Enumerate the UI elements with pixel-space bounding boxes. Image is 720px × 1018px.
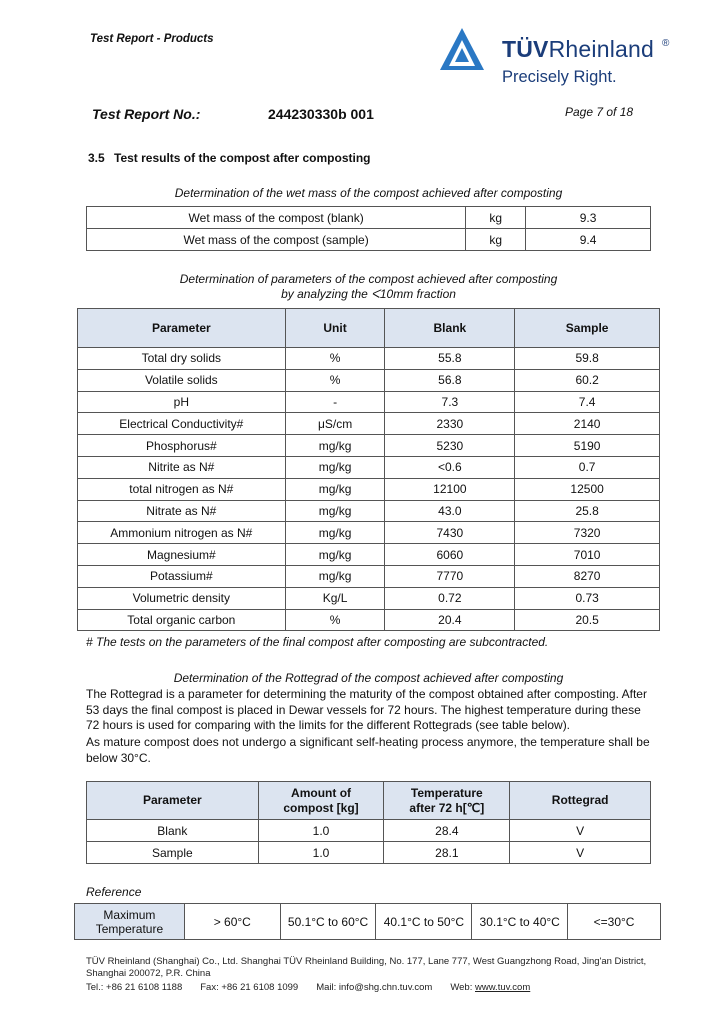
header-amount: Amount of compost [kg] <box>258 782 384 820</box>
blank-value: 0.72 <box>385 587 515 609</box>
sample-value: 0.7 <box>515 456 660 478</box>
table-row <box>78 478 660 500</box>
table-row <box>78 413 660 435</box>
sample-value: 25.8 <box>515 500 660 522</box>
table-row <box>87 842 651 864</box>
parameter-name: Total dry solids <box>78 348 286 370</box>
report-number-label: Test Report No.: <box>92 106 201 122</box>
sample-value: 12500 <box>515 478 660 500</box>
blank-value: 2330 <box>385 413 515 435</box>
footer-web-link[interactable]: www.tuv.com <box>475 982 531 993</box>
sample-value: 7320 <box>515 522 660 544</box>
header-parameter: Parameter <box>78 309 286 348</box>
table-row <box>78 500 660 522</box>
sample-value: 60.2 <box>515 369 660 391</box>
rottegrad-caption: Determination of the Rottegrad of the compost achieved after composting <box>173 671 564 685</box>
section-number: 3.5 <box>88 151 105 165</box>
wet-mass-unit: kg <box>466 207 526 229</box>
parameter-name: Volumetric density <box>78 587 286 609</box>
reference-temperature: 40.1°C to 50°C <box>376 904 472 940</box>
blank-value: 12100 <box>385 478 515 500</box>
footer-fax: Fax: +86 21 6108 1099 <box>200 982 299 993</box>
blank-value: 7430 <box>385 522 515 544</box>
parameter-name: Electrical Conductivity# <box>78 413 286 435</box>
sample-value: 7010 <box>515 544 660 566</box>
section-title: Test results of the compost after composting <box>114 151 371 165</box>
table-row <box>75 904 661 940</box>
parameter-unit: - <box>285 391 385 413</box>
temperature-value: 28.1 <box>384 842 510 864</box>
table-row <box>87 229 651 251</box>
document-title: Test Report - Products <box>90 33 214 45</box>
sample-value: 0.73 <box>515 587 660 609</box>
table-header-row <box>87 782 651 820</box>
wet-mass-unit: kg <box>466 229 526 251</box>
compost-amount: 1.0 <box>258 820 384 842</box>
table-header-row <box>78 309 660 348</box>
blank-value: 7770 <box>385 565 515 587</box>
sample-value: 8270 <box>515 565 660 587</box>
parameter-unit: % <box>285 609 385 631</box>
parameter-name: total nitrogen as N# <box>78 478 286 500</box>
blank-value: 20.4 <box>385 609 515 631</box>
header-parameter: Parameter <box>87 782 259 820</box>
reference-table <box>74 903 661 940</box>
parameters-caption: Determination of parameters of the compost achieved after composting by analyzing the ᐸ10mm fraction <box>179 272 558 301</box>
tuv-triangle-icon <box>440 26 498 72</box>
temperature-value: 28.4 <box>384 820 510 842</box>
rottegrad-parameter: Sample <box>87 842 259 864</box>
parameter-name: Potassium# <box>78 565 286 587</box>
parameter-unit: % <box>285 348 385 370</box>
parameter-unit: μS/cm <box>285 413 385 435</box>
footer-mail: Mail: info@shg.chn.tuv.com <box>316 982 433 993</box>
parameter-name: Nitrite as N# <box>78 456 286 478</box>
blank-value: <0.6 <box>385 456 515 478</box>
wet-mass-value: 9.4 <box>526 229 651 251</box>
table-row <box>78 544 660 566</box>
header-sample: Sample <box>515 309 660 348</box>
sample-value: 5190 <box>515 435 660 457</box>
header-temperature: Temperature after 72 h[℃] <box>384 782 510 820</box>
table-row <box>78 587 660 609</box>
parameter-unit: Kg/L <box>285 587 385 609</box>
rottegrad-paragraph-2: As mature compost does not undergo a significant self-heating process anymore, the temperature shall be below 30°C. <box>86 735 650 765</box>
reference-temperature: <=30°C <box>568 904 661 940</box>
sample-value: 59.8 <box>515 348 660 370</box>
footer-web-label: Web: <box>450 982 473 993</box>
table-row <box>87 820 651 842</box>
tuv-logo <box>440 26 680 90</box>
rottegrad-grade: V <box>510 842 651 864</box>
blank-value: 7.3 <box>385 391 515 413</box>
section-heading <box>88 151 370 165</box>
blank-value: 6060 <box>385 544 515 566</box>
subcontracted-note: # The tests on the parameters of the final compost after composting are subcontracted. <box>86 635 549 649</box>
rottegrad-grade: V <box>510 820 651 842</box>
logo-brand: TÜVRheinland <box>502 36 654 62</box>
logo-tagline: Precisely Right. <box>502 68 617 86</box>
reference-temperature: 50.1°C to 60°C <box>280 904 376 940</box>
wet-mass-label: Wet mass of the compost (sample) <box>87 229 466 251</box>
parameter-name: Magnesium# <box>78 544 286 566</box>
rottegrad-parameter: Blank <box>87 820 259 842</box>
table-row <box>78 565 660 587</box>
table-row <box>78 609 660 631</box>
registered-mark: ® <box>662 38 670 49</box>
parameter-unit: mg/kg <box>285 544 385 566</box>
header-unit: Unit <box>285 309 385 348</box>
parameter-unit: mg/kg <box>285 565 385 587</box>
table-row <box>78 456 660 478</box>
footer-contact <box>86 982 530 994</box>
parameters-table <box>77 308 660 631</box>
parameter-unit: % <box>285 369 385 391</box>
reference-temperature: > 60°C <box>184 904 280 940</box>
wet-mass-caption: Determination of the wet mass of the compost achieved after composting <box>174 186 563 200</box>
parameter-name: Nitrate as N# <box>78 500 286 522</box>
parameter-name: Volatile solids <box>78 369 286 391</box>
table-row <box>87 207 651 229</box>
parameter-name: pH <box>78 391 286 413</box>
sample-value: 2140 <box>515 413 660 435</box>
parameter-unit: mg/kg <box>285 478 385 500</box>
parameter-name: Total organic carbon <box>78 609 286 631</box>
table-row <box>78 348 660 370</box>
rottegrad-table <box>86 781 651 864</box>
blank-value: 55.8 <box>385 348 515 370</box>
parameter-unit: mg/kg <box>285 522 385 544</box>
blank-value: 43.0 <box>385 500 515 522</box>
parameter-unit: mg/kg <box>285 456 385 478</box>
table-row <box>78 391 660 413</box>
table-row <box>78 522 660 544</box>
sample-value: 7.4 <box>515 391 660 413</box>
wet-mass-label: Wet mass of the compost (blank) <box>87 207 466 229</box>
parameter-name: Ammonium nitrogen as N# <box>78 522 286 544</box>
reference-header: Maximum Temperature <box>75 904 185 940</box>
reference-temperature: 30.1°C to 40°C <box>472 904 568 940</box>
blank-value: 56.8 <box>385 369 515 391</box>
parameter-unit: mg/kg <box>285 435 385 457</box>
parameter-unit: mg/kg <box>285 500 385 522</box>
header-blank: Blank <box>385 309 515 348</box>
blank-value: 5230 <box>385 435 515 457</box>
reference-label: Reference <box>86 885 142 899</box>
report-number: 244230330b 001 <box>268 106 374 122</box>
table-row <box>78 435 660 457</box>
wet-mass-table <box>86 206 651 251</box>
header-rottegrad: Rottegrad <box>510 782 651 820</box>
footer-address: TÜV Rheinland (Shanghai) Co., Ltd. Shanghai TÜV Rheinland Building, No. 177, Lane 777, West Guangzhong Road, Jing'an District, Shanghai 200072, P.R. China <box>86 956 647 979</box>
compost-amount: 1.0 <box>258 842 384 864</box>
sample-value: 20.5 <box>515 609 660 631</box>
footer-tel: Tel.: +86 21 6108 1188 <box>86 982 183 993</box>
wet-mass-value: 9.3 <box>526 207 651 229</box>
parameter-name: Phosphorus# <box>78 435 286 457</box>
page-number: Page 7 of 18 <box>565 105 634 119</box>
rottegrad-paragraph-1: The Rottegrad is a parameter for determining the maturity of the compost obtained after composting. After 53 days the final compost is placed in Dewar vessels for 72 hours. The highest temperature during these 72 hours is used for comparing with the limits for the different Rottegrads (see table below). <box>86 687 647 732</box>
table-row <box>78 369 660 391</box>
